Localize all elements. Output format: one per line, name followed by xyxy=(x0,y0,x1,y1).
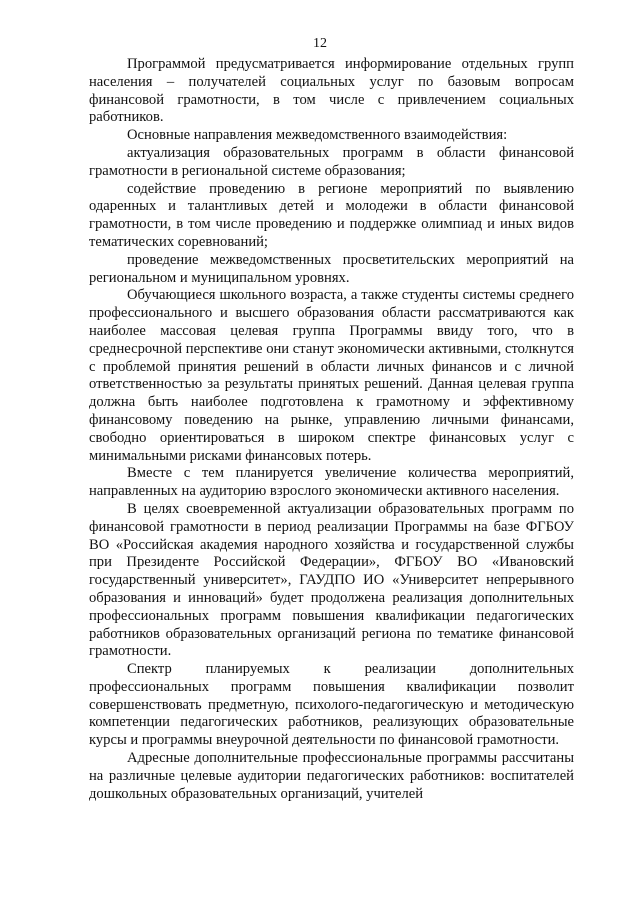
body-text xyxy=(89,56,574,803)
paragraph-students-target-group: Обучающиеся школьного возраста, а также студенты системы среднего профессионального и высшего образования области рассматриваются как наиболее массовая целевая группа Программы ввиду того, что в среднесрочной перспективе они станут экономически активными, столкнутся с проблемой принятия решений в области личных финансов и с личной ответственностью за результаты принятых решений. Данная целевая группа должна быть наиболее подготовлена к грамотному и эффективному финансовому поведению на рынке, управлению личными финансами, свободно ориентироваться в широком спектре финансовых услуг с минимальными рисками финансовых потерь. xyxy=(89,287,574,464)
paragraph-social-services: Программой предусматривается информирование отдельных групп населения – получателей социальных услуг по базовым вопросам финансовой грамотности, в том числе с привлечением социальных работников. xyxy=(89,56,574,126)
paragraph-adult-audience: Вместе с тем планируется увеличение количества мероприятий, направленных на аудиторию взрослого экономически активного населения. xyxy=(89,465,574,500)
paragraph-targeted-programs: Адресные дополнительные профессиональные программы рассчитаны на различные целевые аудитории педагогических работников: воспитателей дошкольных образовательных организаций, учителей xyxy=(89,750,574,802)
paragraph-direction-events: проведение межведомственных просветительских мероприятий на региональном и муниципальном уровнях. xyxy=(89,251,574,286)
paragraph-direction-programs: актуализация образовательных программ в области финансовой грамотности в региональной системе образования; xyxy=(89,144,574,179)
paragraph-direction-olympiads: содействие проведению в регионе мероприятий по выявлению одаренных и талантливых детей и молодежи в области финансовой грамотности, в том числе проведению и поддержке олимпиад и иных видов тематических соревнований; xyxy=(89,180,574,250)
paragraph-directions-heading: Основные направления межведомственного взаимодействия: xyxy=(127,127,508,144)
paragraph-qualification-programs: Спектр планируемых к реализации дополнительных профессиональных программ повышения квалификации позволит совершенствовать предметную, психолого-педагогическую и методическую компетенции педагогических работников, реализующих образовательные курсы и программы внеурочной деятельности по финансовой грамотности. xyxy=(89,661,574,749)
page-number: 12 xyxy=(313,36,327,51)
paragraph-program-updates: В целях своевременной актуализации образовательных программ по финансовой грамотности в период реализации Программы на базе ФГБОУ ВО «Российская академия народного хозяйства и государственной службы при Президенте Российской Федерации», ФГБОУ ВО «Ивановский государственный университет», ГАУДПО ИО «Университет непрерывного образования и инноваций» будет продолжена реализация дополнительных профессиональных программ повышения квалификации педагогических работников образовательных организаций региона по тематике финансовой грамотности. xyxy=(89,500,574,660)
